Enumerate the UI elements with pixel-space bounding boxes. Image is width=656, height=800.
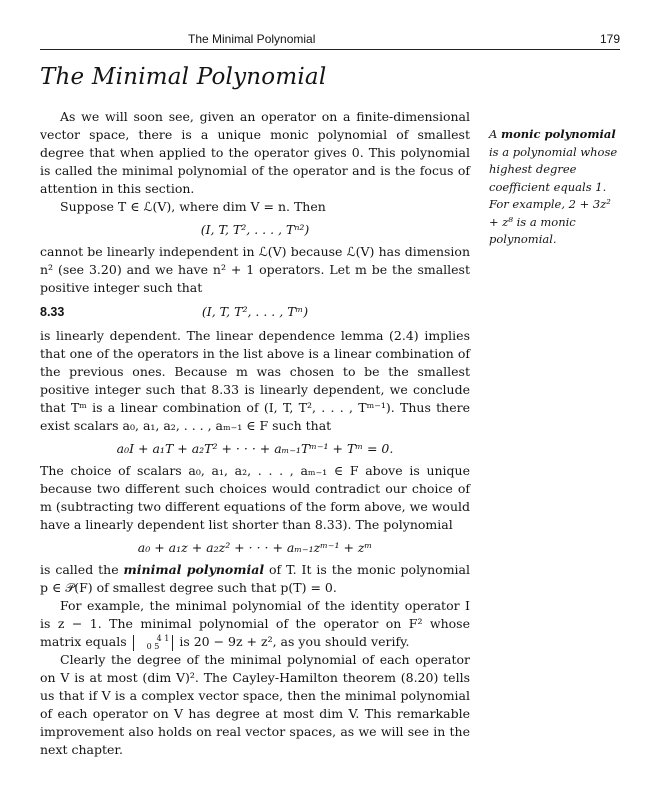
paragraph-example <box>40 597 470 651</box>
matrix-row-2: 0 5 <box>146 641 160 651</box>
equation-8-33-body: (I, T, T², . . . , Tᵐ) <box>201 304 309 319</box>
equation-operator-list: (I, T, T², . . . , Tⁿ²) <box>200 222 310 237</box>
running-header <box>40 30 620 50</box>
margin-note <box>489 126 624 249</box>
margin-note-text-b: is a polynomial whose highest degree coefficient equals 1. For example, 2 + 3z² + z⁸ is a monic polynomial. <box>489 144 618 246</box>
margin-note-term: monic polynomial <box>500 127 616 141</box>
defined-term-minimal-polynomial: minimal polynomial <box>123 562 265 577</box>
matrix-row-1: 4 1 <box>156 633 170 643</box>
running-header-title: The Minimal Polynomial <box>188 32 316 46</box>
matrix-2x2 <box>133 635 174 651</box>
paragraph-intro: As we will soon see, given an operator on a finite-dimensional vector space, there is a unique monic polynomial of smallest degree that when applied to the operator gives 0. This polynomial is called the minimal polynomial of the operator and is the focus of attention in this section. <box>40 109 470 196</box>
definition-text-b: of T. It is the monic polynomial p ∈ 𝒫(F) of smallest degree such that p(T) = 0. <box>40 562 471 595</box>
margin-note-text-a: A <box>489 127 501 141</box>
section-title: The Minimal Polynomial <box>40 64 327 90</box>
paragraph-not-independent: cannot be linearly independent in ℒ(V) because ℒ(V) has dimension n² (see 3.20) and we have n² + 1 operators. Let m be the smallest positive integer such that <box>40 244 470 295</box>
equation-operator-sum: a₀I + a₁T + a₂T² + · · · + aₘ₋₁Tᵐ⁻¹ + Tᵐ = 0. <box>116 441 394 456</box>
margin-note-text <box>489 126 624 249</box>
paragraph-unique-scalars: The choice of scalars a₀, a₁, a₂, . . . , aₘ₋₁ ∈ F above is unique because two different such choices would contradict our choice of m (subtracting two different equations of the form above, we would have a linearly dependent list shorter than 8.33). The polynomial <box>40 463 470 532</box>
equation-number: 8.33 <box>40 305 65 319</box>
paragraph-degree-bound: Clearly the degree of the minimal polynomial of each operator on V is at most (dim V)². The Cayley-Hamilton theorem (8.20) tells us that if V is a complex vector space, then the minimal polynomial of each operator on V has degree at most dim V. This remarkable improvement also holds on real vector spaces, as we will see in the next chapter. <box>40 652 470 757</box>
paragraph-linearly-dependent: is linearly dependent. The linear dependence lemma (2.4) implies that one of the operators in the list above is a linear combination of the previous ones. Because m was chosen to be the smallest positive integer such that 8.33 is linearly dependent, we conclude that Tᵐ is a linear combination of (I, T, T², . . . , Tᵐ⁻¹). Thus there exist scalars a₀, a₁, a₂, . . . , aₘ₋₁ ∈ F such that <box>40 328 470 433</box>
page-number: 179 <box>599 32 620 46</box>
paragraph-definition <box>40 561 470 597</box>
paragraph-suppose: Suppose T ∈ ℒ(V), where dim V = n. Then <box>60 199 326 214</box>
equation-8-33 <box>40 297 470 327</box>
main-text-column <box>40 108 470 759</box>
definition-text-a: is called the <box>40 562 124 577</box>
example-text-a: For example, the minimal polynomial of the identity operator I is z − 1. The minimal polynomial of the operator on F² whose matrix equals <box>40 598 470 649</box>
equation-polynomial: a₀ + a₁z + a₂z² + · · · + aₘ₋₁zᵐ⁻¹ + zᵐ <box>137 540 373 555</box>
example-text-b: is 20 − 9z + z², as you should verify. <box>175 634 410 649</box>
